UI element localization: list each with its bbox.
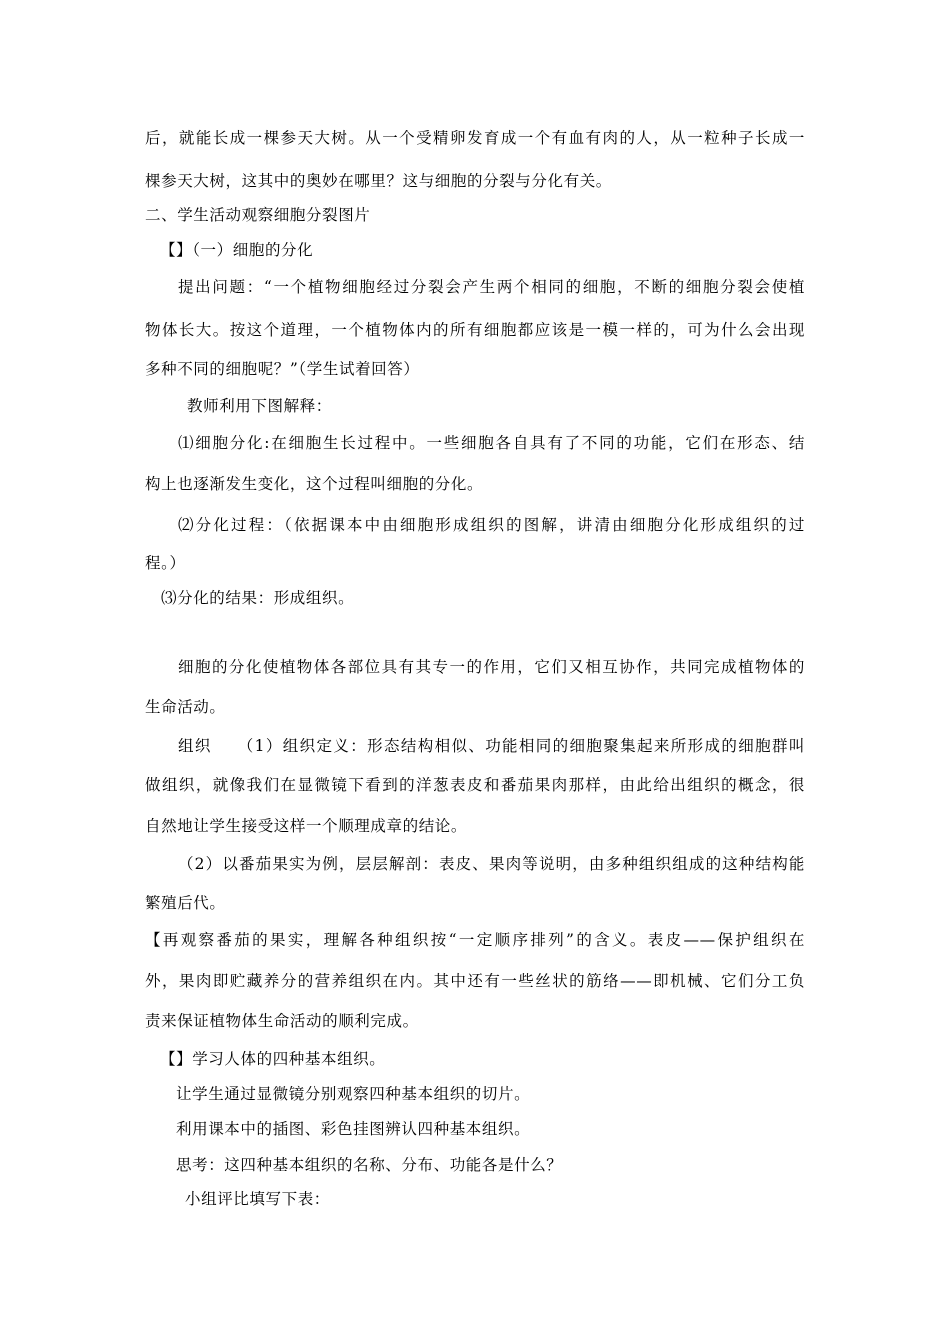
paragraph-line: 提出问题：“一个植物细胞经过分裂会产生两个相同的细胞，不断的细胞分裂会使植 (178, 278, 805, 296)
paragraph-line: 生命活动。 (145, 698, 226, 716)
section-heading: 二、学生活动观察细胞分裂图片 (145, 206, 371, 224)
paragraph-line: 做组织，就像我们在显微镜下看到的洋葱表皮和番茄果肉那样，由此给出组织的概念，很 (145, 776, 805, 794)
paragraph-line: 棵参天大树，这其中的奥妙在哪里？这与细胞的分裂与分化有关。 (145, 172, 612, 190)
paragraph-line: ⑵分化过程：（依据课本中由细胞形成组织的图解，讲清由细胞分化形成组织的过 (178, 516, 805, 534)
paragraph-line: 多种不同的细胞呢？”（学生试着回答） (145, 360, 420, 378)
paragraph-line: 自然地让学生接受这样一个顺理成章的结论。 (145, 817, 468, 835)
paragraph-line: 【再观察番茄的果实，理解各种组织按“一定顺序排列”的含义。表皮——保护组织在 (145, 931, 805, 949)
paragraph-line: 组织 （1）组织定义：形态结构相似、功能相同的细胞聚集起来所形成的细胞群叫 (178, 737, 805, 755)
paragraph-line: 细胞的分化使植物体各部位具有其专一的作用，它们又相互协作，共同完成植物体的 (178, 658, 805, 676)
paragraph-line: ⑶分化的结果：形成组织。 (161, 589, 355, 607)
paragraph-line: 后，就能长成一棵参天大树。从一个受精卵发育成一个有血有肉的人，从一粒种子长成一 (145, 129, 805, 147)
paragraph-line: 外，果肉即贮藏养分的营养组织在内。其中还有一些丝状的筋络——即机械、它们分工负 (145, 972, 805, 990)
paragraph-line: 利用课本中的插图、彩色挂图辨认四种基本组织。 (176, 1120, 531, 1138)
paragraph-line: 程。） (145, 554, 186, 572)
paragraph-line: 责来保证植物体生命活动的顺利完成。 (145, 1012, 419, 1030)
paragraph-line: 小组评比填写下表： (185, 1190, 330, 1208)
paragraph-line: 繁殖后代。 (145, 894, 226, 912)
subsection-heading: 【】学习人体的四种基本组织。 (160, 1050, 386, 1068)
paragraph-line: 构上也逐渐发生变化，这个过程叫细胞的分化。 (145, 475, 484, 493)
paragraph-line: 让学生通过显微镜分别观察四种基本组织的切片。 (176, 1085, 531, 1103)
paragraph-line: （2）以番茄果实为例，层层解剖：表皮、果肉等说明，由多种组织组成的这种结构能 (178, 855, 805, 873)
paragraph-line: 物体长大。按这个道理，一个植物体内的所有细胞都应该是一模一样的，可为什么会出现 (145, 321, 805, 339)
paragraph-line: 思考：这四种基本组织的名称、分布、功能各是什么？ (176, 1156, 563, 1174)
paragraph-line: 教师利用下图解释： (187, 397, 332, 415)
paragraph-line: ⑴细胞分化:在细胞生长过程中。一些细胞各自具有了不同的功能，它们在形态、结 (178, 434, 805, 452)
subsection-heading: 【】（一）细胞的分化 (160, 241, 314, 259)
